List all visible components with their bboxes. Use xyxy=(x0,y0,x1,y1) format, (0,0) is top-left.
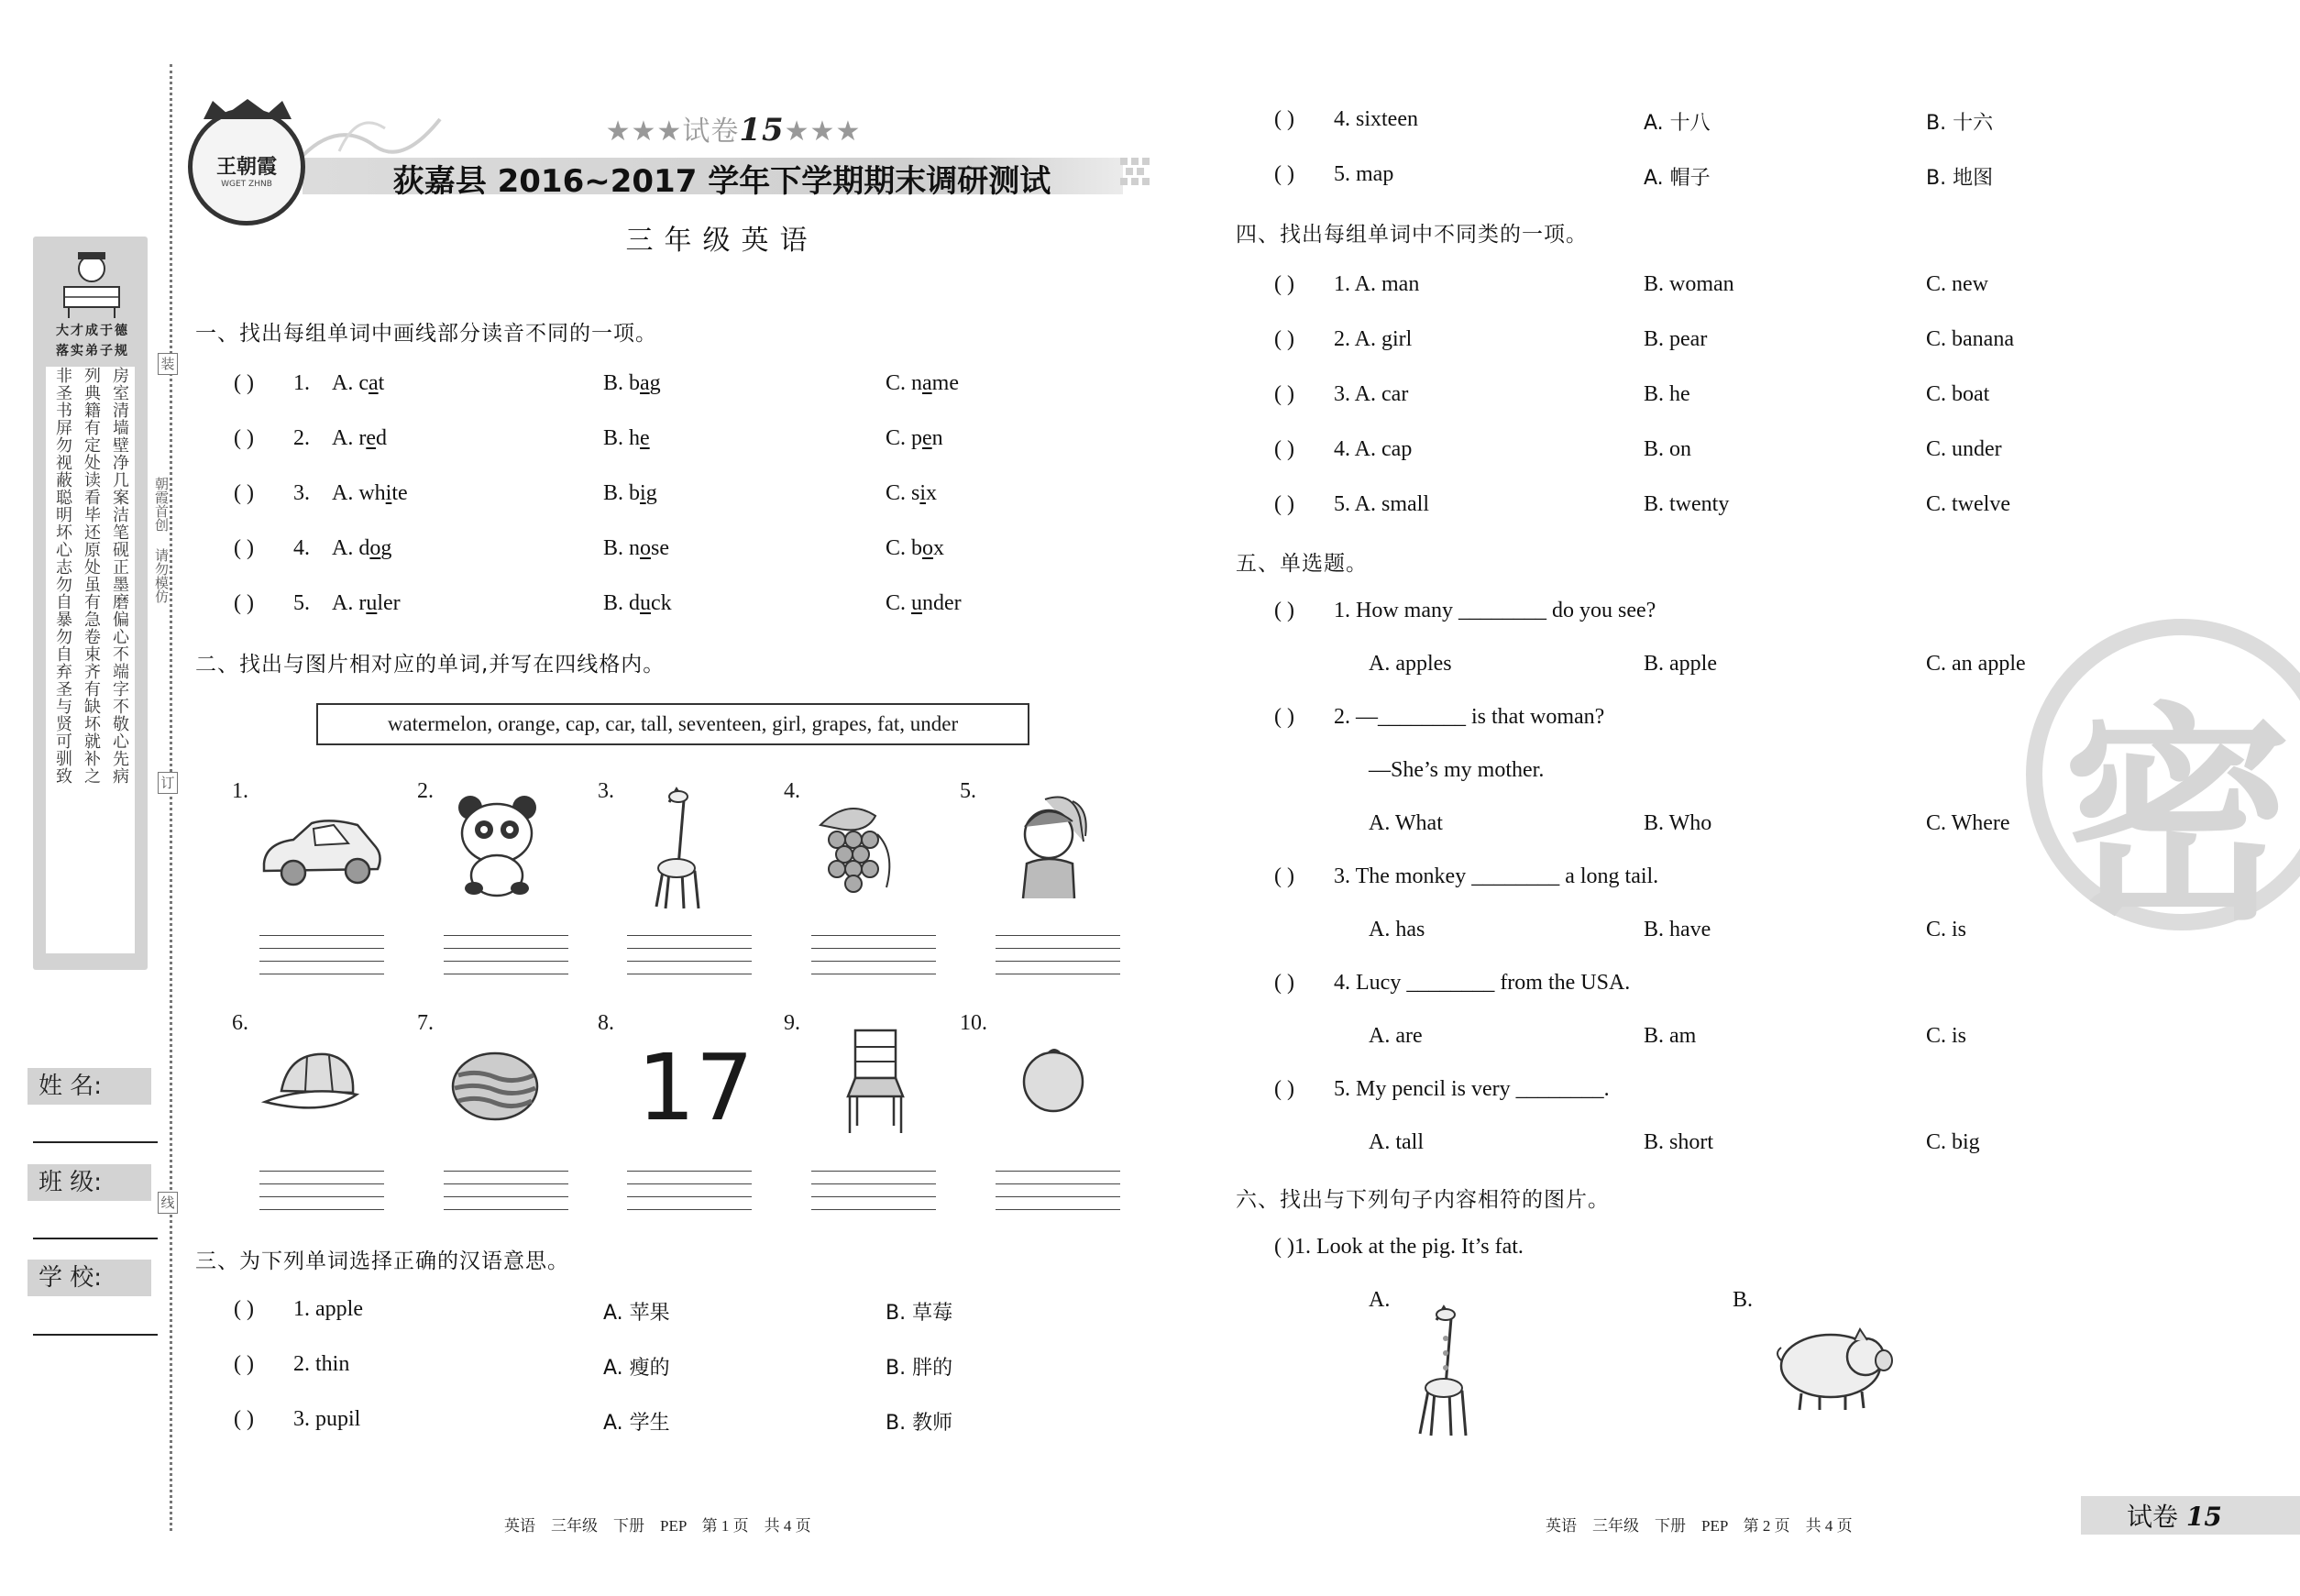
s1-option-a[interactable] xyxy=(332,591,401,616)
grid-line xyxy=(996,948,1120,949)
grid-line xyxy=(259,935,384,936)
four-line-grid[interactable] xyxy=(996,935,1120,981)
grid-line xyxy=(444,961,568,962)
s4-option-c[interactable]: C. banana xyxy=(1926,327,2014,351)
option-text: B. b xyxy=(603,481,641,505)
underlined-letter: a xyxy=(640,371,650,395)
s1-option-c[interactable] xyxy=(886,536,944,561)
four-line-grid[interactable] xyxy=(444,1171,568,1216)
four-line-grid[interactable] xyxy=(811,935,936,981)
underlined-letter: u xyxy=(911,591,923,615)
grid-line xyxy=(444,935,568,936)
s3-question: 1. apple xyxy=(293,1297,363,1321)
binding-tag-1: 装 xyxy=(158,353,178,375)
s5-option-b[interactable]: B. short xyxy=(1644,1130,1714,1154)
option-text: C. s xyxy=(886,481,920,505)
answer-bracket[interactable]: ( ) xyxy=(1274,599,1294,622)
grid-line xyxy=(996,1209,1120,1210)
section-1-title: 一、找出每组单词中画线部分读音不同的一项。 xyxy=(195,322,657,346)
option-text: n xyxy=(931,426,943,450)
s1-option-a[interactable] xyxy=(332,426,387,451)
grid-line xyxy=(811,1209,936,1210)
option-text: g xyxy=(380,536,392,560)
crown-icon xyxy=(200,97,295,121)
girl-icon xyxy=(1008,790,1091,900)
test-label: ★★★试卷 xyxy=(605,116,740,148)
picture-number: 5. xyxy=(960,779,976,803)
s1-question-number: 4. xyxy=(293,536,310,560)
s3-option-a[interactable]: A. 十八 xyxy=(1644,112,1711,135)
s4-question: 5. A. small xyxy=(1334,492,1430,516)
motto-column-3: 房室清墙壁净几案洁笔砚正墨磨偏心不端字不敬心先病 xyxy=(110,367,129,785)
s4-option-b[interactable]: B. woman xyxy=(1644,272,1734,296)
option-text: B. n xyxy=(603,536,641,560)
answer-bracket[interactable]: ( ) xyxy=(234,591,254,615)
secret-stamp-char: 密 xyxy=(2063,684,2292,951)
s3-question: 5. map xyxy=(1334,162,1394,186)
car-icon xyxy=(257,816,385,889)
grid-line xyxy=(259,948,384,949)
grid-line xyxy=(627,961,752,962)
s1-question-number: 5. xyxy=(293,591,310,615)
grid-line xyxy=(996,935,1120,936)
option-text: x xyxy=(933,536,945,560)
s4-option-c[interactable]: C. new xyxy=(1926,272,1988,296)
picture-number: 4. xyxy=(784,779,800,803)
name-label: 姓 名: xyxy=(28,1068,151,1105)
section-6-title: 六、找出与下列句子内容相符的图片。 xyxy=(1236,1188,1610,1212)
picture-number: 3. xyxy=(598,779,614,803)
copyright-note: 朝霞首创 请勿模仿 xyxy=(153,477,170,603)
motto-column-1: 非圣书屏勿视蔽聪明坏心志勿自暴勿自弃圣与贤可驯致 xyxy=(53,367,72,785)
underlined-letter: i xyxy=(385,481,392,505)
four-line-grid[interactable] xyxy=(444,935,568,981)
giraffe-icon xyxy=(1407,1302,1480,1439)
grid-line xyxy=(444,1171,568,1172)
grid-line xyxy=(996,1196,1120,1197)
four-line-grid[interactable] xyxy=(996,1171,1120,1216)
option-text: se xyxy=(651,536,670,560)
s3-option-b[interactable]: B. 草莓 xyxy=(886,1302,953,1325)
logo-subtitle: WGET ZHNB xyxy=(221,180,272,189)
underlined-letter: e xyxy=(922,426,932,450)
answer-bracket[interactable]: ( ) xyxy=(1274,107,1294,131)
page-1-footer: 英语 三年级 下册 PEP 第 1 页 共 4 页 xyxy=(504,1517,811,1535)
option-text: B. d xyxy=(603,591,641,615)
s4-option-b[interactable]: B. he xyxy=(1644,382,1690,406)
page-2-footer: 英语 三年级 下册 PEP 第 2 页 共 4 页 xyxy=(1546,1517,1853,1535)
s3-question: 4. sixteen xyxy=(1334,107,1418,131)
grid-line xyxy=(627,1171,752,1172)
s1-option-a[interactable] xyxy=(332,536,391,561)
section-4-title: 四、找出每组单词中不同类的一项。 xyxy=(1236,223,1588,247)
s5-question: 4. Lucy ________ from the USA. xyxy=(1334,971,1631,995)
grid-line xyxy=(811,935,936,936)
s5-question: 3. The monkey ________ a long tail. xyxy=(1334,864,1659,888)
four-line-grid[interactable] xyxy=(259,935,384,981)
s3-question: 2. thin xyxy=(293,1352,350,1376)
underlined-letter: e xyxy=(640,426,650,450)
underlined-letter: o xyxy=(922,536,934,560)
option-text: C. n xyxy=(886,371,923,395)
grid-line xyxy=(444,1183,568,1184)
s3-option-b[interactable]: B. 教师 xyxy=(886,1412,953,1435)
answer-bracket[interactable]: ( ) xyxy=(234,1407,254,1431)
answer-bracket[interactable]: ( ) xyxy=(1274,492,1294,516)
s1-option-b[interactable] xyxy=(603,371,661,396)
grid-line xyxy=(996,1183,1120,1184)
grid-line xyxy=(627,1196,752,1197)
word-bank: watermelon, orange, cap, car, tall, seventeen, girl, grapes, fat, under xyxy=(316,703,1029,745)
underlined-letter: o xyxy=(640,536,652,560)
answer-bracket[interactable]: ( ) xyxy=(1274,437,1294,461)
answer-bracket[interactable]: ( ) xyxy=(1274,705,1294,729)
s3-option-b[interactable]: B. 胖的 xyxy=(886,1357,953,1380)
watermelon-icon xyxy=(449,1050,541,1123)
test-number: 15 xyxy=(739,112,785,149)
picture-number: 1. xyxy=(232,779,248,803)
s3-option-a[interactable]: A. 学生 xyxy=(603,1412,670,1435)
s5-option-b[interactable]: B. have xyxy=(1644,918,1711,941)
grid-line xyxy=(627,1183,752,1184)
motto-column-2: 列典籍有定处读看毕还原处虽有急卷束齐有缺坏就补之 xyxy=(82,367,101,785)
cap-icon xyxy=(261,1045,371,1118)
grid-line xyxy=(259,1183,384,1184)
s4-question: 2. A. girl xyxy=(1334,327,1413,351)
answer-bracket[interactable]: ( ) xyxy=(1274,162,1294,186)
underlined-letter: u xyxy=(366,591,378,615)
answer-bracket[interactable]: ( ) xyxy=(234,1297,254,1321)
chair-icon xyxy=(839,1027,912,1137)
option-text: A. r xyxy=(332,426,367,450)
giraffe-icon xyxy=(642,784,715,912)
s3-option-b[interactable]: B. 地图 xyxy=(1926,167,1994,190)
underlined-letter: e xyxy=(366,426,376,450)
underlined-letter: a xyxy=(922,371,932,395)
answer-bracket[interactable]: ( ) xyxy=(1274,1077,1294,1101)
corner-number: 15 xyxy=(2185,1502,2222,1532)
grid-line xyxy=(627,948,752,949)
s5-question: 1. How many ________ do you see? xyxy=(1334,599,1656,622)
grid-line xyxy=(811,1171,936,1172)
picture-number: 9. xyxy=(784,1011,800,1035)
option-text: C. xyxy=(886,591,912,615)
s3-option-b[interactable]: B. 十六 xyxy=(1926,112,1994,135)
s6-option-b[interactable]: B. xyxy=(1733,1288,1754,1312)
s5-option-b[interactable]: B. am xyxy=(1644,1024,1697,1048)
option-text: A. d xyxy=(332,536,370,560)
scholar-icon xyxy=(50,243,133,321)
option-text: B. b xyxy=(603,371,641,395)
answer-bracket[interactable]: ( ) xyxy=(234,371,254,395)
test-number-label xyxy=(587,108,880,149)
binding-tag-3: 线 xyxy=(158,1192,178,1214)
s5-option-c[interactable]: C. Where xyxy=(1926,811,2010,835)
picture-number: 6. xyxy=(232,1011,248,1035)
panda-icon xyxy=(454,793,541,898)
answer-bracket[interactable]: ( ) xyxy=(1274,382,1294,406)
answer-bracket[interactable]: ( ) xyxy=(1274,272,1294,296)
s5-option-a[interactable]: A. apples xyxy=(1369,652,1452,676)
picture-number: 2. xyxy=(417,779,434,803)
s1-option-a[interactable] xyxy=(332,371,384,396)
s1-option-b[interactable] xyxy=(603,536,669,561)
grid-line xyxy=(444,948,568,949)
s1-option-c[interactable] xyxy=(886,481,937,506)
underlined-letter: a xyxy=(368,371,379,395)
class-input-line[interactable] xyxy=(33,1238,158,1239)
corner-label: 试卷 xyxy=(2127,1502,2179,1532)
picture-number: 7. xyxy=(417,1011,434,1035)
section-5-title: 五、单选题。 xyxy=(1236,552,1368,576)
option-text: te xyxy=(391,481,408,505)
option-text: A. c xyxy=(332,371,369,395)
section-3-title: 三、为下列单词选择正确的汉语意思。 xyxy=(195,1249,569,1273)
grid-line xyxy=(811,1183,936,1184)
s5-question-line2: —She’s my mother. xyxy=(1369,758,1545,782)
grid-line xyxy=(259,1171,384,1172)
underlined-letter: i xyxy=(640,481,646,505)
option-text: ck xyxy=(651,591,672,615)
s5-question: 2. —________ is that woman? xyxy=(1334,705,1605,729)
s4-option-c[interactable]: C. twelve xyxy=(1926,492,2010,516)
s6-question-1: ( )1. Look at the pig. It’s fat. xyxy=(1274,1235,1524,1259)
s1-question-number: 1. xyxy=(293,371,310,395)
option-text: ler xyxy=(377,591,401,615)
section-2-title: 二、找出与图片相对应的单词,并写在四线格内。 xyxy=(195,653,666,677)
s5-option-c[interactable]: C. an apple xyxy=(1926,652,2026,676)
s5-option-c[interactable]: C. is xyxy=(1926,918,1967,941)
logo-text: 王朝霞 xyxy=(215,155,277,179)
orange-icon xyxy=(1019,1045,1088,1114)
grid-line xyxy=(259,961,384,962)
s6-option-a[interactable]: A. xyxy=(1369,1288,1391,1312)
s4-question: 3. A. car xyxy=(1334,382,1409,406)
class-label: 班 级: xyxy=(28,1164,151,1201)
s5-option-b[interactable]: B. apple xyxy=(1644,652,1717,676)
option-text: g xyxy=(649,371,661,395)
option-text: g xyxy=(645,481,657,505)
option-text: B. h xyxy=(603,426,641,450)
s5-question: 5. My pencil is very ________. xyxy=(1334,1077,1610,1101)
school-input-line[interactable] xyxy=(33,1334,158,1336)
answer-bracket[interactable]: ( ) xyxy=(234,481,254,505)
grid-line xyxy=(811,948,936,949)
school-label: 学 校: xyxy=(28,1260,151,1296)
answer-bracket[interactable]: ( ) xyxy=(234,1352,254,1376)
s5-option-a[interactable]: A. What xyxy=(1369,811,1443,835)
option-text: d xyxy=(375,426,387,450)
grid-line xyxy=(259,1209,384,1210)
s1-option-c[interactable] xyxy=(886,591,962,616)
grid-line xyxy=(996,1171,1120,1172)
s5-option-c[interactable]: C. is xyxy=(1926,1024,1967,1048)
s3-option-a[interactable]: A. 苹果 xyxy=(603,1302,670,1325)
grid-line xyxy=(627,1209,752,1210)
four-line-grid[interactable] xyxy=(627,935,752,981)
s1-question-number: 2. xyxy=(293,426,310,450)
s1-option-b[interactable] xyxy=(603,481,657,506)
grid-line xyxy=(444,1196,568,1197)
four-line-grid[interactable] xyxy=(259,1171,384,1216)
s5-option-c[interactable]: C. big xyxy=(1926,1130,1980,1154)
s4-option-b[interactable]: B. on xyxy=(1644,437,1692,461)
motto-heading-1: 大才成于德 xyxy=(56,324,129,338)
s1-option-b[interactable] xyxy=(603,591,672,616)
option-text: nder xyxy=(922,591,962,615)
grapes-icon xyxy=(811,798,903,903)
s1-option-b[interactable] xyxy=(603,426,650,451)
underlined-letter: i xyxy=(919,481,927,505)
corner-test-number xyxy=(2127,1497,2222,1534)
s1-option-c[interactable] xyxy=(886,426,943,451)
grid-line xyxy=(444,1209,568,1210)
seventeen-icon: 17 xyxy=(637,1034,754,1141)
answer-bracket[interactable]: ( ) xyxy=(234,536,254,560)
grid-line xyxy=(996,961,1120,962)
option-text: A. wh xyxy=(332,481,386,505)
s4-option-c[interactable]: C. under xyxy=(1926,437,2002,461)
s3-option-a[interactable]: A. 瘦的 xyxy=(603,1357,670,1380)
answer-bracket[interactable]: ( ) xyxy=(1274,864,1294,888)
four-line-grid[interactable] xyxy=(811,1171,936,1216)
exam-title: 荻嘉县 2016~2017 学年下学期期末调研测试 xyxy=(392,163,1051,200)
option-text: x xyxy=(926,481,938,505)
pig-icon xyxy=(1774,1320,1902,1412)
binding-line xyxy=(170,64,172,1531)
test-stars: ★★★ xyxy=(784,116,862,148)
picture-number: 8. xyxy=(598,1011,614,1035)
binding-tag-2: 订 xyxy=(158,772,178,794)
s3-option-a[interactable]: A. 帽子 xyxy=(1644,167,1711,190)
grid-line xyxy=(811,961,936,962)
s4-option-b[interactable]: B. twenty xyxy=(1644,492,1730,516)
s3-question: 3. pupil xyxy=(293,1407,361,1431)
answer-bracket[interactable]: ( ) xyxy=(234,426,254,450)
s5-option-a[interactable]: A. are xyxy=(1369,1024,1423,1048)
grid-line xyxy=(259,1196,384,1197)
option-text: C. b xyxy=(886,536,923,560)
s4-option-c[interactable]: C. boat xyxy=(1926,382,1990,406)
picture-number: 10. xyxy=(960,1011,987,1035)
grid-line xyxy=(627,935,752,936)
grid-line xyxy=(811,1196,936,1197)
s5-option-b[interactable]: B. Who xyxy=(1644,811,1712,835)
name-input-line[interactable] xyxy=(33,1141,158,1143)
s5-option-a[interactable]: A. tall xyxy=(1369,1130,1424,1154)
motto-text-area xyxy=(46,367,135,953)
option-text: C. p xyxy=(886,426,923,450)
s4-question: 4. A. cap xyxy=(1334,437,1413,461)
option-text: t xyxy=(378,371,385,395)
exam-subject: 三年级英语 xyxy=(625,225,819,257)
option-text: A. r xyxy=(332,591,367,615)
s1-option-a[interactable] xyxy=(332,481,408,506)
s5-option-a[interactable]: A. has xyxy=(1369,918,1425,941)
option-text: me xyxy=(931,371,959,395)
s1-option-c[interactable] xyxy=(886,371,959,396)
answer-bracket[interactable]: ( ) xyxy=(1274,327,1294,351)
four-line-grid[interactable] xyxy=(627,1171,752,1216)
s4-question: 1. A. man xyxy=(1334,272,1420,296)
answer-bracket[interactable]: ( ) xyxy=(1274,971,1294,995)
motto-heading-2: 落实弟子规 xyxy=(56,344,129,358)
underlined-letter: u xyxy=(640,591,652,615)
s1-question-number: 3. xyxy=(293,481,310,505)
s4-option-b[interactable]: B. pear xyxy=(1644,327,1708,351)
underlined-letter: o xyxy=(369,536,381,560)
